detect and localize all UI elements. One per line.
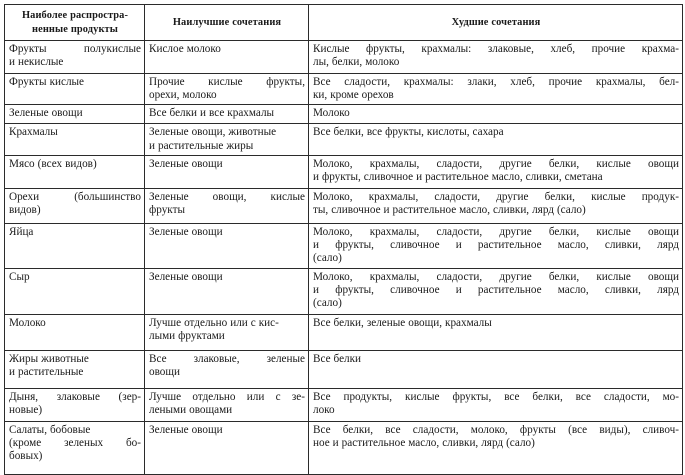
table-row: [5, 268, 683, 314]
worst-line: Все продукты, кислые фрукты, все белки, все сладости, мо-: [313, 390, 679, 403]
product-line: Молоко: [9, 316, 46, 329]
worst-line: ты, сливочное и растительное масло, сливки, лярд (сало): [313, 204, 586, 217]
cell-worst: [309, 105, 683, 124]
product-line: и растительные: [9, 365, 84, 378]
worst-line: Все белки: [313, 352, 362, 365]
table-header-row: [5, 5, 683, 41]
best-line: овощи: [149, 365, 180, 378]
cell-best: [145, 124, 309, 155]
table-row: [5, 155, 683, 188]
cell-best: [145, 188, 309, 223]
worst-line: Молоко: [313, 107, 350, 120]
food-compatibility-table: [4, 4, 683, 475]
best-line: Прочие кислые фрукты,: [149, 76, 305, 89]
cell-worst: [309, 124, 683, 155]
cell-best: [145, 223, 309, 268]
best-line: Зеленые овощи, животные: [149, 126, 277, 139]
table-header: [5, 5, 683, 41]
column-header-worst-combinations: [309, 5, 683, 41]
cell-best: [145, 268, 309, 314]
table-row: [5, 223, 683, 268]
product-line: Крахмалы: [9, 126, 58, 139]
cell-worst: [309, 155, 683, 188]
best-line: лыми фруктами: [149, 329, 225, 342]
worst-line: и фрукты, сливочное и растительное масло, сливки, сметана: [313, 171, 603, 184]
table-row: [5, 314, 683, 350]
best-line: Зеленые овощи, кислые: [149, 190, 305, 203]
best-line: Зеленые овощи: [149, 157, 223, 170]
table-row: [5, 421, 683, 474]
product-line: Дыня, злаковые (зер-: [9, 390, 141, 403]
column-header-products: [5, 5, 145, 41]
cell-worst: [309, 350, 683, 388]
cell-product: [5, 268, 145, 314]
product-line: и некислые: [9, 56, 64, 69]
worst-line: (сало): [313, 297, 342, 309]
cell-product: [5, 105, 145, 124]
cell-product: [5, 155, 145, 188]
best-line: Лучше отдельно или с кис-: [149, 316, 279, 329]
product-line: Зеленые овощи: [9, 107, 83, 120]
table-row: [5, 188, 683, 223]
column-header-best-combinations-text: Наилучшие сочетания: [172, 16, 282, 28]
worst-line: локо: [313, 403, 335, 416]
best-line: Все белки и все крахмалы: [149, 107, 275, 120]
product-line: Сыр: [9, 270, 30, 283]
cell-best: [145, 155, 309, 188]
product-line: Салаты, бобовые: [9, 423, 91, 436]
cell-product: [5, 41, 145, 74]
best-line: фрукты: [149, 204, 185, 217]
best-line: Все злаковые, зеленые: [149, 352, 305, 365]
worst-line: Все белки, все сладости, молоко, фрукты (все виды), сливоч-: [313, 423, 679, 436]
table-row: [5, 124, 683, 155]
cell-best: [145, 41, 309, 74]
product-line: бовых): [9, 450, 43, 462]
worst-line: Молоко, крахмалы, сладости, другие белки, кислые овощи: [313, 157, 679, 170]
worst-line: ки, кроме орехов: [313, 89, 394, 102]
best-line: Зеленые овощи: [149, 225, 223, 238]
cell-best: [145, 421, 309, 474]
worst-line: Молоко, крахмалы, сладости, другие белки, кислые овощи: [313, 270, 679, 283]
cell-product: [5, 421, 145, 474]
table-body: [5, 41, 683, 475]
best-line: Зеленые овощи: [149, 270, 223, 283]
product-line: Жиры животные: [9, 352, 89, 365]
table-row: [5, 74, 683, 105]
column-header-products-line-2: ненные продукты: [32, 23, 118, 35]
best-line: Кислое молоко: [149, 43, 221, 56]
worst-line: лы, белки, молоко: [313, 56, 400, 69]
product-line: Мясо (всех видов): [9, 157, 97, 170]
column-header-worst-combinations-text: Худшие сочетания: [451, 16, 541, 28]
cell-worst: [309, 268, 683, 314]
table-row: [5, 388, 683, 421]
worst-line: Молоко, крахмалы, сладости, другие белки, кислые продук-: [313, 190, 679, 203]
cell-product: [5, 223, 145, 268]
best-line: орехи, молоко: [149, 89, 217, 102]
cell-product: [5, 124, 145, 155]
product-line: Орехи (большинство: [9, 190, 141, 203]
column-header-best-combinations: [145, 5, 309, 41]
cell-best: [145, 388, 309, 421]
cell-worst: [309, 74, 683, 105]
best-line: леными овощами: [149, 403, 233, 416]
cell-worst: [309, 314, 683, 350]
cell-best: [145, 74, 309, 105]
worst-line: Молоко, крахмалы, сладости, другие белки, кислые овощи: [313, 225, 679, 238]
table-row: [5, 105, 683, 124]
worst-line: Кислые фрукты, крахмалы: злаковые, хлеб, прочие крахма-: [313, 43, 679, 56]
cell-best: [145, 314, 309, 350]
cell-product: [5, 388, 145, 421]
best-line: Зеленые овощи: [149, 423, 223, 436]
cell-best: [145, 350, 309, 388]
worst-line: Все сладости, крахмалы: злаки, хлеб, прочие крахмалы, бел-: [313, 76, 679, 89]
product-line: Яйца: [9, 225, 34, 238]
cell-worst: [309, 388, 683, 421]
product-line: видов): [9, 204, 41, 217]
product-line: новые): [9, 403, 43, 416]
product-line: Фрукты полукислые: [9, 43, 141, 56]
cell-worst: [309, 223, 683, 268]
product-line: Фрукты кислые: [9, 76, 85, 89]
cell-worst: [309, 41, 683, 74]
worst-line: Все белки, зеленые овощи, крахмалы: [313, 316, 492, 329]
cell-product: [5, 188, 145, 223]
cell-product: [5, 314, 145, 350]
product-line: (кроме зеленых бо-: [9, 436, 141, 449]
worst-line: (сало): [313, 252, 342, 265]
cell-product: [5, 350, 145, 388]
cell-worst: [309, 188, 683, 223]
worst-line: ное и растительное масло, сливки, лярд (сало): [313, 436, 535, 449]
cell-best: [145, 105, 309, 124]
best-line: Лучше отдельно или с зе-: [149, 390, 305, 403]
table-row: [5, 350, 683, 388]
worst-line: и фрукты, сливочное и растительное масло, сливки, лярд: [313, 283, 679, 296]
cell-worst: [309, 421, 683, 474]
cell-product: [5, 74, 145, 105]
worst-line: Все белки, все фрукты, кислоты, сахара: [313, 126, 504, 139]
column-header-products-line-1: Наиболее распростра-: [21, 10, 129, 21]
worst-line: и фрукты, сливочное и растительное масло, сливки, лярд: [313, 239, 679, 252]
table-row: [5, 41, 683, 74]
best-line: и растительные жиры: [149, 139, 254, 152]
